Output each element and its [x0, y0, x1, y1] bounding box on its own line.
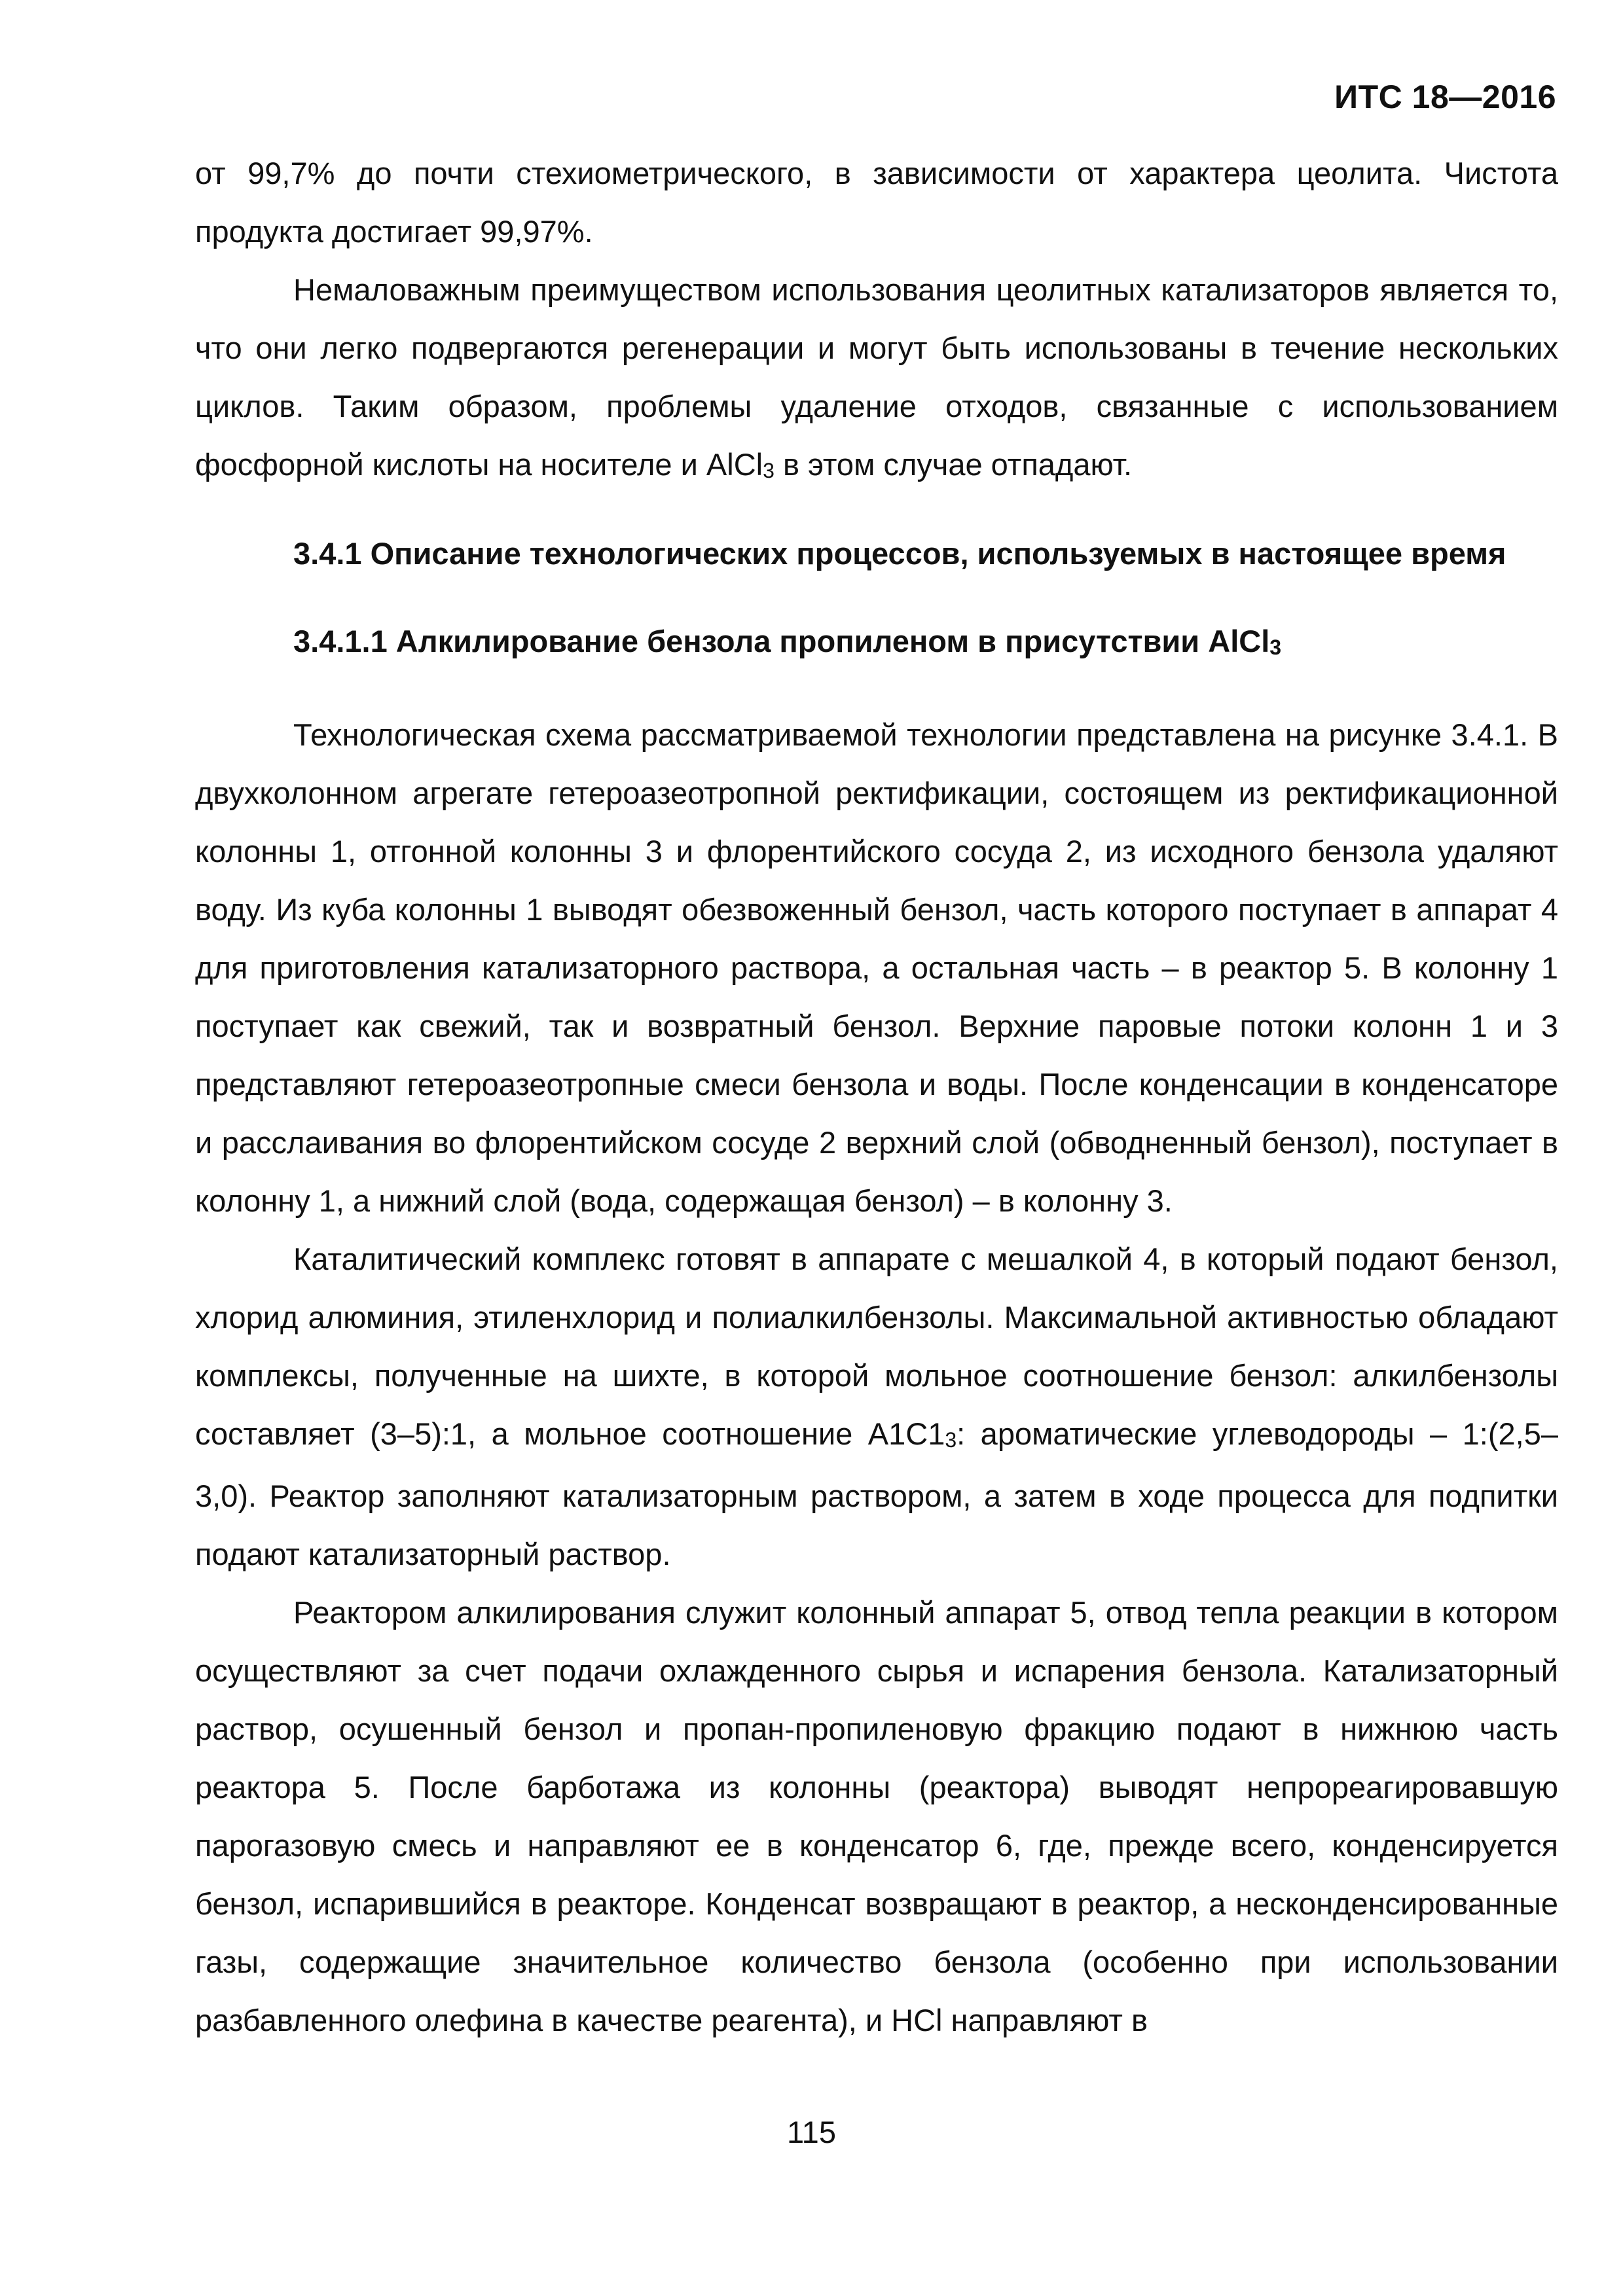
page-number: 115	[787, 2115, 836, 2149]
heading-text: 3.4.1.1 Алкилирование бензола пропиленом в присутствии AlCl	[293, 624, 1270, 658]
paragraph-text: Немаловажным преимуществом использования цеолитных катализаторов является то, что они легко подвергаются регенерации и могут быть использованы в течение нескольких циклов. Таким образом, проблемы удаление отходов, связанные с использованием фосфорной кислоты на носителе и AlCl	[195, 272, 1558, 482]
paragraph-text: : ароматические углеводороды – 1:(2,5–3,0). Реактор заполняют катализаторным раствором, а затем в ходе процесса для подпитки подают катализаторный раствор.	[195, 1416, 1558, 1571]
paragraph-alkylation-reactor: Реактором алкилирования служит колонный аппарат 5, отвод тепла реакции в котором осуществляют за счет подачи охлажденного сырья и испарения бензола. Катализаторный раствор, осушенный бензол и пропан-пропиленовую фракцию подают в нижнюю часть реактора 5. После барботажа из колонны (реактора) выводят непрореагировавшую парогазовую смесь и направляют ее в конденсатор 6, где, прежде всего, конденсируется бензол, испарившийся в реакторе. Конденсат возвращают в реактор, а несконденсированные газы, содержащие значительное количество бензола (особенно при использовании разбавленного олефина в качестве реагента), и HCl направляют в	[195, 1595, 1558, 2037]
section-heading-3-4-1-1	[195, 612, 1558, 674]
document-body	[195, 144, 1558, 2049]
paragraph-text: Каталитический комплекс готовят в аппарате с мешалкой 4, в который подают бензол, хлорид алюминия, этиленхлорид и полиалкилбензолы. Максимальной активностью обладают комплексы, полученные на шихте, в которой мольное соотношение бензол: алкилбензолы составляет (3–5):1, а мольное соотношение А1С1	[195, 1242, 1558, 1451]
paragraph-zeolite-advantage	[195, 260, 1558, 497]
subscript: 3	[763, 459, 775, 482]
paragraph-text: в этом случае отпадают.	[774, 447, 1133, 482]
paragraph-purity-continuation: от 99,7% до почти стехиометрического, в зависимости от характера цеолита. Чистота продукта достигает 99,97%.	[195, 156, 1558, 249]
paragraph-process-scheme: Технологическая схема рассматриваемой технологии представлена на рисунке 3.4.1. В двухколонном агрегате гетероазеотропной ректификации, состоящем из ректификационной колонны 1, отгонной колонны 3 и флорентийского сосуда 2, из исходного бензола удаляют воду. Из куба колонны 1 выводят обезвоженный бензол, часть которого поступает в аппарат 4 для приготовления катализаторного раствора, а остальная часть – в реактор 5. В колонну 1 поступает как свежий, так и возвратный бензол. Верхние паровые потоки колонн 1 и 3 представляют гетероазеотропные смеси бензола и воды. После конденсации в конденсаторе и расслаивания во флорентийском сосуде 2 верхний слой (обводненный бензол), поступает в колонну 1, а нижний слой (вода, содержащая бензол) – в колонну 3.	[195, 717, 1558, 1218]
paragraph-catalytic-complex	[195, 1230, 1558, 1583]
section-heading-3-4-1: 3.4.1 Описание технологических процессов, используемых в настоящее время	[293, 536, 1506, 571]
subscript: 3	[1269, 636, 1282, 659]
subscript: 3	[945, 1428, 957, 1452]
document-code-header: ИТС 18—2016	[1334, 79, 1556, 115]
